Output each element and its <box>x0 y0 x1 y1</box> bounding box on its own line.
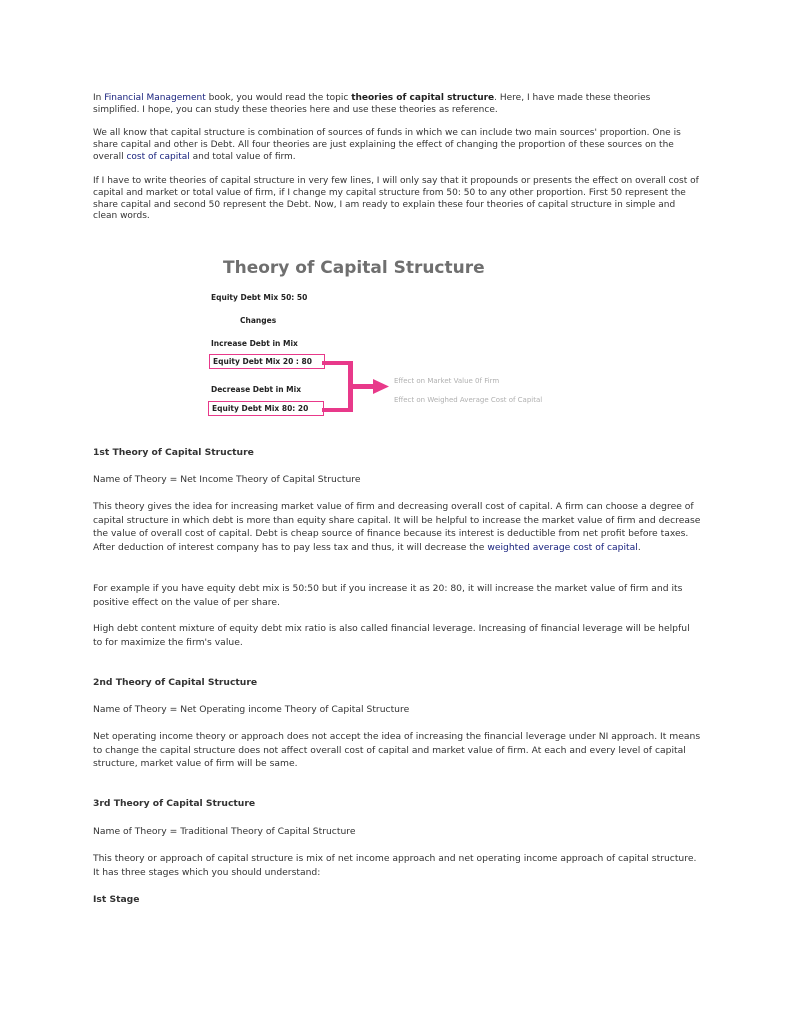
bold-topic: theories of capital structure <box>351 93 495 103</box>
mix-initial-label: Equity Debt Mix 50: 50 <box>211 293 308 302</box>
wacc-link[interactable]: weighted average cost of capital <box>487 541 638 553</box>
intro-paragraph-3: If I have to write theories of capital structure in very few lines, I will only say that it propounds or presents the effect on overall cost of capital and market or total value of firm, if I change my capital structure from 50: 50 to any other proportion. First 50 represent the share capital and second 50 represent the Debt. Now, I am ready to explain these four theories of capital structure in simple and clean words. <box>93 176 699 222</box>
effect-wacc: Effect on Weighed Average Cost of Capital <box>394 396 543 404</box>
capital-structure-diagram <box>205 252 595 422</box>
effect-market-value: Effect on Market Value 0f Firm <box>394 377 500 385</box>
mix-20-80-box: Equity Debt Mix 20 : 80 <box>209 354 325 369</box>
theory3-heading: 3rd Theory of Capital Structure <box>93 798 256 809</box>
theory3-name: Name of Theory = Traditional Theory of Capital Structure <box>93 826 356 837</box>
text: . <box>637 541 641 553</box>
stage-heading: Ist Stage <box>93 894 140 905</box>
theory1-heading: 1st Theory of Capital Structure <box>93 447 254 458</box>
increase-debt-label: Increase Debt in Mix <box>211 339 298 348</box>
theory2-heading: 2nd Theory of Capital Structure <box>93 677 258 688</box>
theory1-paragraph-2: For example if you have equity debt mix is 50:50 but if you increase it as 20: 80, it will increase the market value of firm and its positive effect on the value of per share. <box>93 583 683 608</box>
cost-of-capital-link[interactable]: cost of capital <box>126 151 190 162</box>
theory2-paragraph-1: Net operating income theory or approach does not accept the idea of increasing the financial leverage under NI approach. It means to change the capital structure does not affect overall cost of capital and market value of firm. At each and every level of capital structure, market value of firm will be same. <box>93 731 701 770</box>
mix-80-20-box: Equity Debt Mix 80: 20 <box>208 401 324 416</box>
text: This theory gives the idea for increasing market value of firm and decreasing overall cost of capital. A firm can choose a degree of capital structure in which debt is more than equity share capital. It will be helpful to increase the market value of firm and decrease the value of overall cost of capital. Debt is cheap source of finance because its interest is deductible from net profit before taxes. After deduction of interest company has to pay less tax and thus, it will decrease the <box>93 501 701 553</box>
theory1-name: Name of Theory = Net Income Theory of Capital Structure <box>93 474 361 485</box>
text: . Here, I have made these theories simplified. I hope, you can study these theories here and use these theories as reference. <box>93 93 651 115</box>
theory3-paragraph-1: This theory or approach of capital structure is mix of net income approach and net operating income approach of capital structure. It has three stages which you should understand: <box>93 853 697 878</box>
text: In <box>93 93 105 103</box>
decrease-debt-label: Decrease Debt in Mix <box>211 385 302 394</box>
text: We all know that capital structure is combination of sources of funds in which we can include two main sources' proportion. One is share capital and other is Debt. All four theories are just explaining the effect of changing the proportion of these sources on the overall <box>93 128 681 162</box>
text: and total value of firm. <box>189 151 296 162</box>
intro-paragraph-1 <box>93 93 699 117</box>
text: book, you would read the topic <box>205 93 352 103</box>
diagram-title: Theory of Capital Structure <box>223 258 485 278</box>
theory1-paragraph-1 <box>93 500 701 554</box>
intro-paragraph-2 <box>93 128 699 163</box>
theory1-paragraph-3: High debt content mixture of equity debt mix ratio is also called financial leverage. Increasing of financial leverage will be helpful to for maximize the firm's value. <box>93 623 690 648</box>
financial-management-link[interactable]: Financial Management <box>104 93 206 103</box>
theory2-name: Name of Theory = Net Operating income Theory of Capital Structure <box>93 704 410 715</box>
changes-label: Changes <box>240 316 277 325</box>
